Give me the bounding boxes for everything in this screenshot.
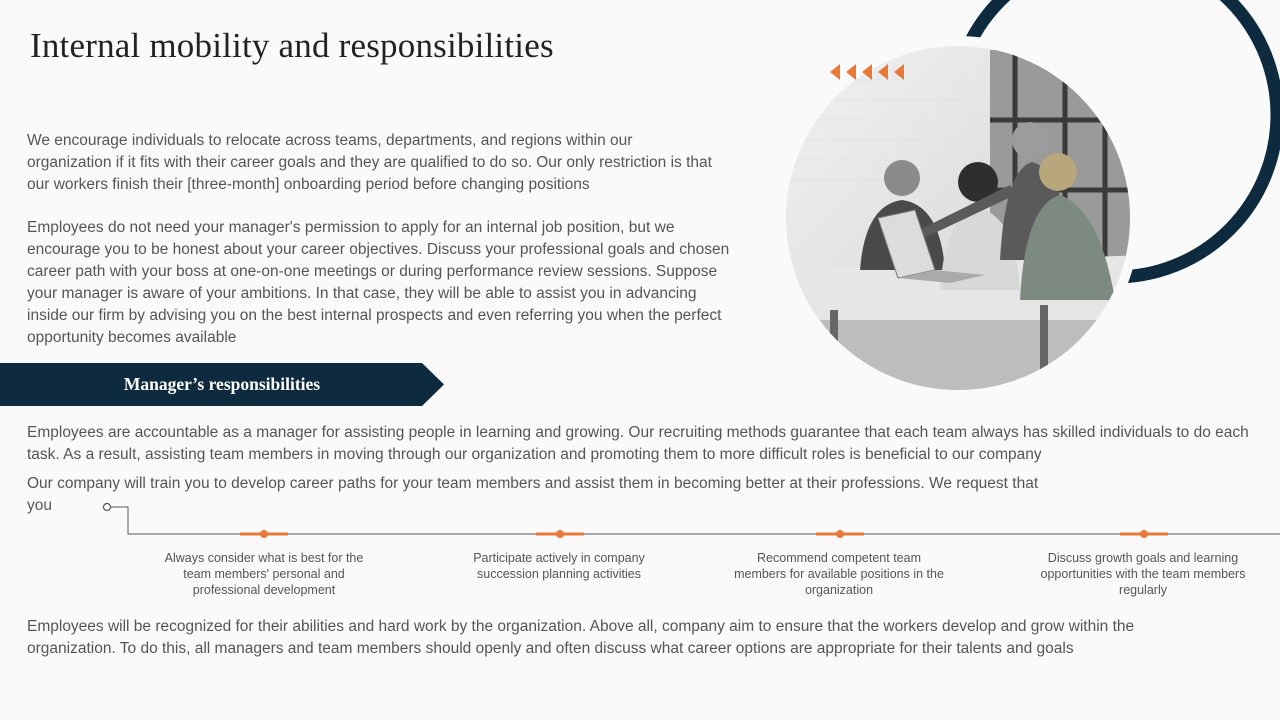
- banner-label: Manager’s responsibilities: [123, 374, 321, 394]
- step-4-text: Discuss growth goals and learning opportunities with the team members regularly: [1040, 551, 1246, 597]
- timeline-start-dot: [104, 504, 111, 511]
- recognition-paragraph: Employees will be recognized for their abilities and hard work by the organization. Above all, company aim to ensure that the workers develop and grow within the organization. To do this, all managers and team members should openly and often discuss what career options are appropriate for their talents and goals: [27, 618, 1135, 657]
- timeline-marker-2: [536, 530, 584, 538]
- step-3-text: Recommend competent team members for available positions in the organization: [734, 551, 944, 597]
- timeline-marker-1: [240, 530, 288, 538]
- timeline-marker-4: [1120, 530, 1168, 538]
- permission-paragraph: Employees do not need your manager's permission to apply for an internal job position, but we encourage you to be honest about your career objectives. Discuss your professional goals and chosen career path with your boss at one-on-one meetings or during performance review sessions. Suppose your manager is aware of your ambitions. In that case, they will be able to assist you in advancing inside our firm by advising you on the best internal prospects and even referring you when the perfect opportunity becomes available: [27, 219, 730, 346]
- page-title: Internal mobility and responsibilities: [30, 26, 554, 65]
- training-paragraph: Our company will train you to develop career paths for your team members and assist them in becoming better at their professions. We request that you: [27, 475, 1039, 514]
- timeline-marker-3: [816, 530, 864, 538]
- intro-paragraph: We encourage individuals to relocate across teams, departments, and regions within our organization if it fits with their career goals and they are qualified to do so. Our only restriction is that our workers finish their [three-month] onboarding period before changing positions: [27, 132, 712, 193]
- accountability-paragraph: Employees are accountable as a manager for assisting people in learning and growing. Our recruiting methods guarantee that each team always has skilled individuals to do each task. As a result, assisting team members in moving through our organization and promoting them to more difficult roles is beneficial to our company: [27, 424, 1249, 463]
- step-2-text: Participate actively in company succession planning activities: [473, 551, 645, 581]
- step-1-text: Always consider what is best for the team members' personal and professional development: [164, 551, 364, 597]
